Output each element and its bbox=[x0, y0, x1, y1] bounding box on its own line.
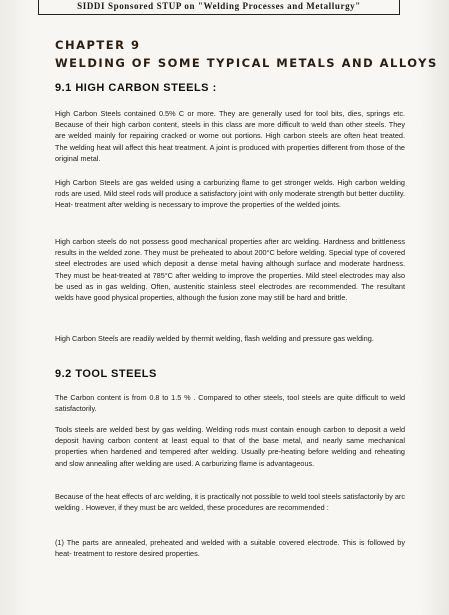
chapter-title: WELDING OF SOME TYPICAL METALS AND ALLOYS bbox=[55, 56, 438, 70]
section-heading-tool-steels: 9.2 TOOL STEELS bbox=[55, 368, 157, 380]
paragraph: Because of the heat effects of arc welding, it is practically not possible to weld tool steels satisfactorily by arc welding . However, if they must be arc welded, these procedures are recommended : bbox=[55, 492, 405, 513]
running-header: SIDDI Sponsored STUP on "Welding Processes and Metallurgy" bbox=[38, 0, 400, 15]
paragraph: High Carbon Steels contained 0.5% C or more. They are generally used for tool bits, dies, springs etc. Because of their high carbon content, steels in this class are more difficult to weld than other steels. They are welded mainly for repairing cracked or worne out portions. High carbon steels are often heat treated. The welding heat will affect this heat treatment. A joint is produced with properties different from those of the original metal. bbox=[55, 109, 405, 163]
list-item: (1) The parts are annealed, preheated and welded with a suitable covered electrode. This is followed by heat- treatment to restore desired properties. bbox=[55, 538, 405, 559]
paragraph: Tools steels are welded best by gas welding. Welding rods must contain enough carbon to deposit a weld deposit having carbon content at least equal to that of the base metal, and nearly same mechanical properties when hardened and tempered after welding. Usually pre-heating before welding and reheating and slow annealing after welding are used. A carburizing flame is advantageous. bbox=[55, 425, 405, 468]
paragraph: The Carbon content is from 0.8 to 1.5 % . Compared to other steels, tool steels are quite difficult to weld satisfactorily. bbox=[55, 393, 405, 414]
paragraph: High Carbon Steels are gas welded using a carburizing flame to get stronger welds. High carbon welding rods are used. Mild steel rods will produce a satisfactory joint with only moderate strength but better ductility. Heat- treatment after welding is necessary to improve the properties of the welded joints. bbox=[55, 178, 405, 210]
paragraph: High Carbon Steels are readily welded by thermit welding, flash welding and pressure gas welding. bbox=[55, 334, 374, 343]
paragraph: High carbon steels do not possess good mechanical properties after arc welding. Hardness and brittleness results in the welded zone. They must be preheated to about 200°C before welding. Special type of covered steel electrodes are used which deposit a dense metal having although surface and moderate hardness. They must be heat-treated at 785°C after welding to improve the properties. Mild steel electrodes may also be used as in gas welding. Often, austenitic stainless steel electrodes are recommended. The resultant welds have good physical properties, although the fusion zone may still be hard and brittle. bbox=[55, 237, 405, 303]
section-heading-high-carbon-steels: 9.1 HIGH CARBON STEELS : bbox=[55, 82, 217, 94]
chapter-number: CHAPTER 9 bbox=[55, 38, 141, 52]
